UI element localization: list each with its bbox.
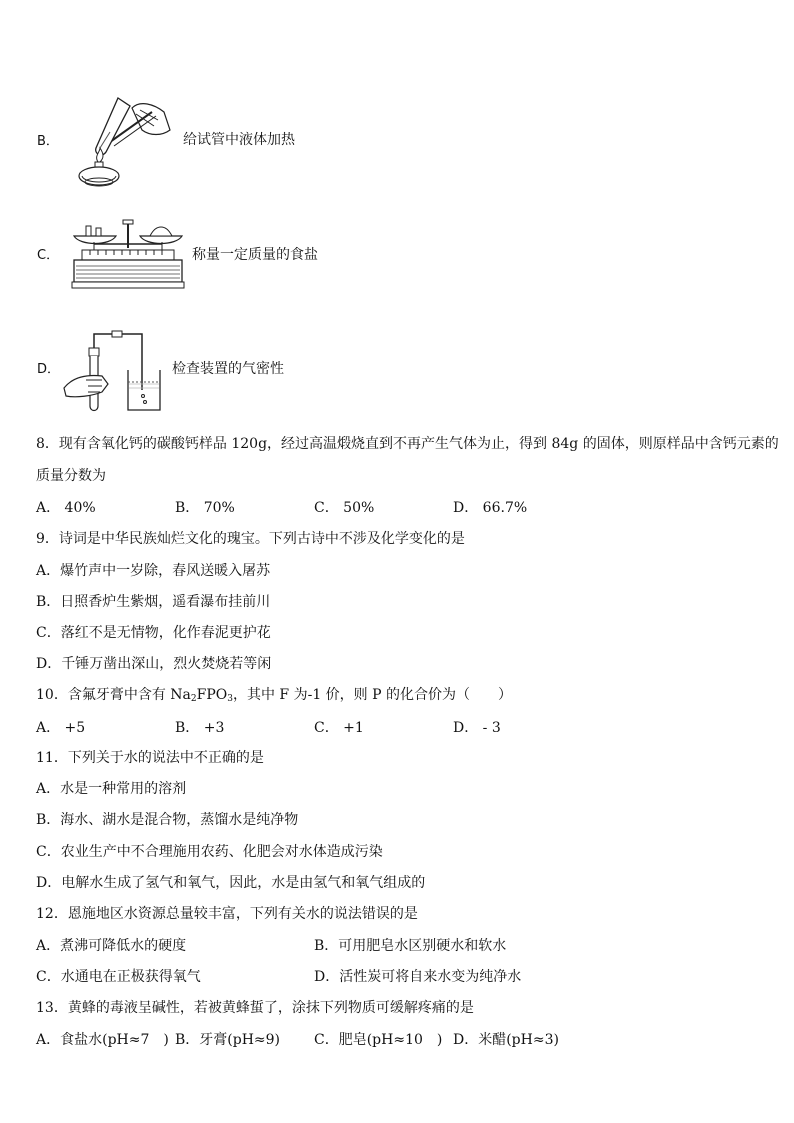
q13-stem: 13．黄蜂的毒液呈碱性，若被黄蜂蜇了，涂抹下列物质可缓解疼痛的是 xyxy=(36,1000,474,1016)
q9-option-d: D．千锤万凿出深山，烈火焚烧若等闲 xyxy=(36,656,272,672)
q8-option-c: C． 50% xyxy=(314,500,375,516)
q11-option-d: D．电解水生成了氢气和氧气，因此，水是由氢气和氧气组成的 xyxy=(36,875,426,891)
q13-option-c: C．肥皂(pH≈10 ) xyxy=(314,1032,443,1048)
q11-option-b: B．海水、湖水是混合物，蒸馏水是纯净物 xyxy=(36,812,299,828)
option-d-letter: D． xyxy=(37,362,61,377)
q10-option-c: C． +1 xyxy=(314,720,364,736)
option-c-letter: C． xyxy=(37,248,60,263)
airtightness-check-icon xyxy=(62,326,166,414)
q12-option-d: D．活性炭可将自来水变为纯净水 xyxy=(314,969,522,985)
balance-scale-icon xyxy=(70,214,186,294)
q9-option-b: B．日照香炉生紫烟，遥看瀑布挂前川 xyxy=(36,594,271,610)
q10-stem-pre: 10．含氟牙膏中含有 Na xyxy=(36,687,191,703)
q9-option-a: A．爆竹声中一岁除，春风送暖入屠苏 xyxy=(36,563,271,579)
option-b-caption: 给试管中液体加热 xyxy=(183,132,295,148)
q9-option-c: C．落红不是无情物，化作春泥更护花 xyxy=(36,625,271,641)
q11-option-a: A．水是一种常用的溶剂 xyxy=(36,781,187,797)
q8-option-a: A． 40% xyxy=(36,500,96,516)
q8-stem-line1: 8．现有含氧化钙的碳酸钙样品 120g，经过高温煅烧直到不再产生气体为止，得到 84g 的固体，则原样品中含钙元素的 xyxy=(36,436,779,452)
q10-stem-mid: FPO xyxy=(196,687,228,703)
q12-option-c: C．水通电在正极获得氧气 xyxy=(36,969,201,985)
option-b-letter: B． xyxy=(37,134,59,149)
q10-stem xyxy=(36,685,512,709)
option-c-caption: 称量一定质量的食盐 xyxy=(192,247,318,263)
q13-option-a: A．食盐水(pH≈7 ) xyxy=(36,1032,169,1048)
q9-stem: 9．诗词是中华民族灿烂文化的瑰宝。下列古诗中不涉及化学变化的是 xyxy=(36,531,465,547)
q11-stem: 11．下列关于水的说法中不正确的是 xyxy=(36,750,264,766)
q8-option-b: B． 70% xyxy=(175,500,235,516)
q12-option-b: B．可用肥皂水区别硬水和软水 xyxy=(314,938,507,954)
q10-sub-na: 2 xyxy=(190,694,197,704)
q13-option-d: D．米醋(pH≈3) xyxy=(453,1032,559,1048)
q10-sub-o: 3 xyxy=(227,694,233,704)
q10-option-d: D． - 3 xyxy=(453,720,501,736)
q12-stem: 12．恩施地区水资源总量较丰富，下列有关水的说法错误的是 xyxy=(36,906,418,922)
q10-option-b: B． +3 xyxy=(175,720,225,736)
q11-option-c: C．农业生产中不合理施用农药、化肥会对水体造成污染 xyxy=(36,844,383,860)
q10-option-a: A． +5 xyxy=(36,720,86,736)
test-tube-heating-icon xyxy=(70,90,174,190)
q10-stem-post: ，其中 F 为-1 价，则 P 的化合价为（ ） xyxy=(232,687,512,703)
q8-stem-line2: 质量分数为 xyxy=(36,468,106,484)
option-d-caption: 检查装置的气密性 xyxy=(172,361,284,377)
q12-option-a: A．煮沸可降低水的硬度 xyxy=(36,938,187,954)
q13-option-b: B．牙膏(pH≈9) xyxy=(175,1032,281,1048)
q8-option-d: D． 66.7% xyxy=(453,500,528,516)
